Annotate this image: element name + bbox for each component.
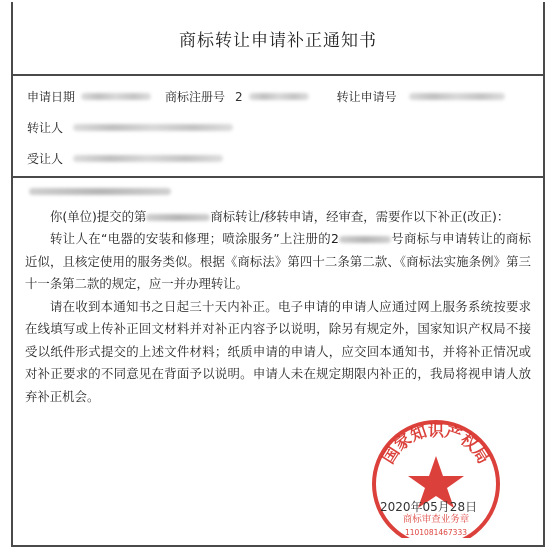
- redacted-trademark-no: [146, 214, 210, 221]
- redacted-related-trademark: [339, 236, 391, 243]
- assignee-label: 受让人: [27, 152, 64, 166]
- redacted-assignor: [73, 124, 233, 131]
- meta-row-assignee: [27, 150, 535, 167]
- issue-date: 2020年05月28日: [380, 500, 478, 514]
- reg-no-value-prefix: 2: [235, 89, 243, 104]
- reg-no-label: 商标注册号: [165, 90, 226, 104]
- redacted-reg-no: [249, 93, 309, 100]
- official-seal-icon: [368, 418, 504, 538]
- redacted-addressee: [29, 188, 171, 195]
- document-title: 商标转让申请补正通知书: [179, 30, 377, 51]
- redacted-assignee: [73, 155, 223, 162]
- apply-date-label: 申请日期: [27, 90, 76, 104]
- seal-inner-text: 商标审查业务章: [402, 514, 470, 525]
- meta-row-dates: [27, 88, 535, 105]
- redacted-apply-date: [81, 93, 151, 100]
- seal-arc-text: 国家知识产权局: [378, 421, 494, 468]
- title-row: [13, 2, 543, 76]
- seal-code-text: 1101081467333: [404, 528, 468, 537]
- notice-body: [11, 178, 545, 408]
- redacted-transfer-no: [409, 93, 505, 100]
- paragraph-1: 你(单位)提交的第 商标转让/移转申请，经审查，需要作以下补正(改正)：: [50, 208, 510, 224]
- transfer-no-label: 转让申请号: [336, 90, 397, 104]
- paragraph-2: 转让人在“电器的安装和修理；喷涂服务”上注册的2 号商标与申请转让的商标近似，且核定使用的服务类似。根据《商标法》第四十二条第二款、《商标法实施条例》第三十一条第二款的规定，应一并办理转让。: [25, 231, 531, 291]
- meta-row-assignor: [27, 119, 535, 136]
- paragraph-3: 请在收到本通知书之日起三十天内补正。电子申请的申请人应通过网上服务系统按要求在线填写或上传补正回文材料并对补正内容予以说明，除另有规定外，国家知识产权局不接受以纸件形式提交的上述文件材料；纸质申请的申请人，应交回本通知书，并将补正情况或对补正要求的不同意见在背面予以说明。申请人未在规定期限内补正的，我局将视申请人放弃补正机会。: [25, 298, 531, 404]
- metadata-table: [13, 76, 543, 178]
- redacted-addressee-row: [29, 180, 531, 203]
- assignor-label: 转让人: [27, 121, 64, 135]
